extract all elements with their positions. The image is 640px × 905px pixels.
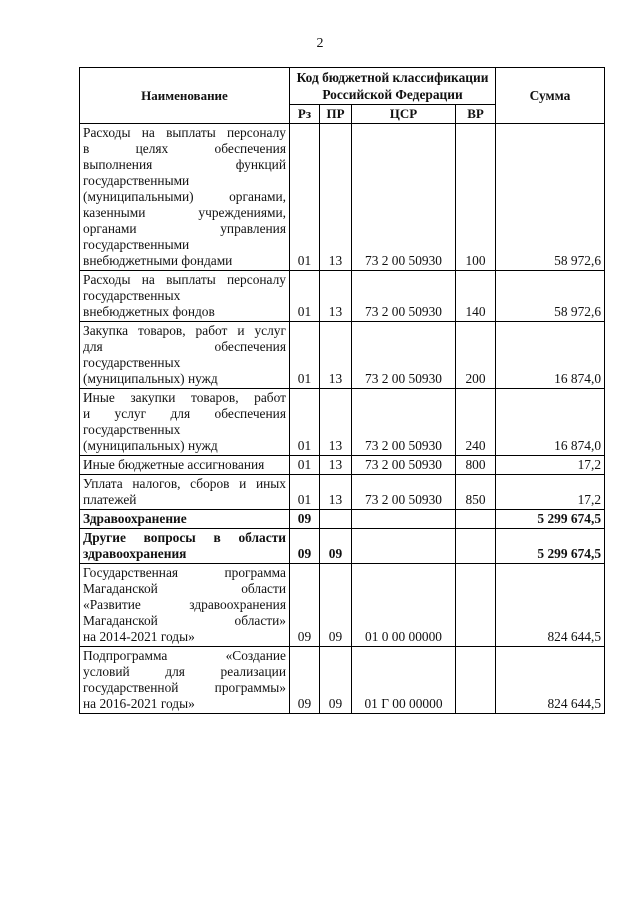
header-budget-code: Код бюджетной классификации Российской Федерации xyxy=(290,68,496,105)
table-row xyxy=(80,529,605,564)
row-rz: 01 xyxy=(290,322,320,389)
table-row xyxy=(80,647,605,714)
row-sum: 17,2 xyxy=(496,456,605,475)
row-rz: 01 xyxy=(290,456,320,475)
row-name xyxy=(80,456,290,475)
row-csr: 73 2 00 50930 xyxy=(352,475,456,510)
row-pr: 09 xyxy=(320,564,352,647)
row-rz: 01 xyxy=(290,124,320,271)
row-name-line: выполнения функций xyxy=(83,157,286,172)
row-pr: 13 xyxy=(320,389,352,456)
row-name-line: государственными xyxy=(83,237,190,252)
header-name: Наименование xyxy=(80,68,290,124)
row-name xyxy=(80,564,290,647)
row-name-line: (муниципальных) нужд xyxy=(83,438,218,453)
row-rz: 01 xyxy=(290,271,320,322)
row-csr: 73 2 00 50930 xyxy=(352,124,456,271)
header-sum: Сумма xyxy=(496,68,605,124)
row-name-line: Государственная программа xyxy=(83,565,286,580)
table-body xyxy=(80,124,605,714)
row-name-line: Здравоохранение xyxy=(83,511,187,526)
row-name xyxy=(80,124,290,271)
row-vr: 100 xyxy=(456,124,496,271)
row-vr xyxy=(456,647,496,714)
row-name-line: в целях обеспечения xyxy=(83,141,286,156)
header-pr: ПР xyxy=(320,105,352,124)
row-csr: 01 0 00 00000 xyxy=(352,564,456,647)
row-sum: 824 644,5 xyxy=(496,564,605,647)
table-row xyxy=(80,564,605,647)
row-name-line: здравоохранения xyxy=(83,546,187,561)
row-pr: 09 xyxy=(320,647,352,714)
row-vr xyxy=(456,564,496,647)
row-rz: 09 xyxy=(290,564,320,647)
row-rz: 01 xyxy=(290,389,320,456)
row-name xyxy=(80,322,290,389)
row-sum: 58 972,6 xyxy=(496,271,605,322)
page-number: 2 xyxy=(316,36,324,51)
row-name-line: государственных xyxy=(83,355,181,370)
row-csr xyxy=(352,510,456,529)
row-name-line: Иные закупки товаров, работ xyxy=(83,390,286,405)
row-rz: 09 xyxy=(290,529,320,564)
row-pr: 13 xyxy=(320,456,352,475)
row-name-line: Другие вопросы в области xyxy=(83,530,286,545)
row-rz: 09 xyxy=(290,510,320,529)
row-sum: 5 299 674,5 xyxy=(496,510,605,529)
row-pr xyxy=(320,510,352,529)
row-name xyxy=(80,389,290,456)
row-name-line: государственных xyxy=(83,288,181,303)
row-sum: 5 299 674,5 xyxy=(496,529,605,564)
row-name-line: Магаданской области» xyxy=(83,613,286,628)
row-name-line: платежей xyxy=(83,492,137,507)
row-name-line: (муниципальных) нужд xyxy=(83,371,218,386)
row-sum: 16 874,0 xyxy=(496,322,605,389)
row-name-line: государственных xyxy=(83,422,181,437)
row-name-line: государственными xyxy=(83,173,190,188)
header-rz: Рз xyxy=(290,105,320,124)
row-rz: 09 xyxy=(290,647,320,714)
header-vr: ВР xyxy=(456,105,496,124)
row-sum: 16 874,0 xyxy=(496,389,605,456)
row-pr: 09 xyxy=(320,529,352,564)
row-pr: 13 xyxy=(320,322,352,389)
row-name-line: Расходы на выплаты персоналу xyxy=(83,125,286,140)
row-name-line: внебюджетными фондами xyxy=(83,253,233,268)
row-csr xyxy=(352,529,456,564)
row-name-line: государственной программы» xyxy=(83,680,286,695)
row-name-line: на 2016-2021 годы» xyxy=(83,696,195,711)
table-row xyxy=(80,124,605,271)
row-csr: 01 Г 00 00000 xyxy=(352,647,456,714)
header-row-top xyxy=(80,68,605,105)
row-name-line: внебюджетных фондов xyxy=(83,304,215,319)
row-name-line: Расходы на выплаты персоналу xyxy=(83,272,286,287)
row-vr: 200 xyxy=(456,322,496,389)
row-name-line: Иные бюджетные ассигнования xyxy=(83,457,265,472)
row-name-line: Закупка товаров, работ и услуг xyxy=(83,323,286,338)
row-vr: 140 xyxy=(456,271,496,322)
table-row xyxy=(80,271,605,322)
row-name-line: и услуг для обеспечения xyxy=(83,406,286,421)
row-csr: 73 2 00 50930 xyxy=(352,456,456,475)
table-row xyxy=(80,389,605,456)
row-name xyxy=(80,271,290,322)
row-name-line: «Развитие здравоохранения xyxy=(83,597,286,612)
row-name-line: для обеспечения xyxy=(83,339,286,354)
row-name xyxy=(80,647,290,714)
row-sum: 17,2 xyxy=(496,475,605,510)
row-pr: 13 xyxy=(320,475,352,510)
row-name xyxy=(80,529,290,564)
table-row xyxy=(80,475,605,510)
row-vr: 800 xyxy=(456,456,496,475)
row-csr: 73 2 00 50930 xyxy=(352,389,456,456)
row-name-line: Уплата налогов, сборов и иных xyxy=(83,476,286,491)
table-row xyxy=(80,510,605,529)
budget-table xyxy=(79,67,605,714)
row-name xyxy=(80,510,290,529)
row-rz: 01 xyxy=(290,475,320,510)
row-name-line: на 2014-2021 годы» xyxy=(83,629,195,644)
row-name-line: Магаданской области xyxy=(83,581,286,596)
row-name-line: условий для реализации xyxy=(83,664,286,679)
row-name-line: казенными учреждениями, xyxy=(83,205,286,220)
table-row xyxy=(80,456,605,475)
table-row xyxy=(80,322,605,389)
row-name-line: органами управления xyxy=(83,221,286,236)
row-csr: 73 2 00 50930 xyxy=(352,322,456,389)
row-pr: 13 xyxy=(320,271,352,322)
row-sum: 824 644,5 xyxy=(496,647,605,714)
row-sum: 58 972,6 xyxy=(496,124,605,271)
row-vr xyxy=(456,529,496,564)
header-csr: ЦСР xyxy=(352,105,456,124)
row-name-line: (муниципальными) органами, xyxy=(83,189,286,204)
row-vr: 850 xyxy=(456,475,496,510)
row-name xyxy=(80,475,290,510)
row-vr: 240 xyxy=(456,389,496,456)
row-pr: 13 xyxy=(320,124,352,271)
row-vr xyxy=(456,510,496,529)
row-name-line: Подпрограмма «Создание xyxy=(83,648,286,663)
row-csr: 73 2 00 50930 xyxy=(352,271,456,322)
